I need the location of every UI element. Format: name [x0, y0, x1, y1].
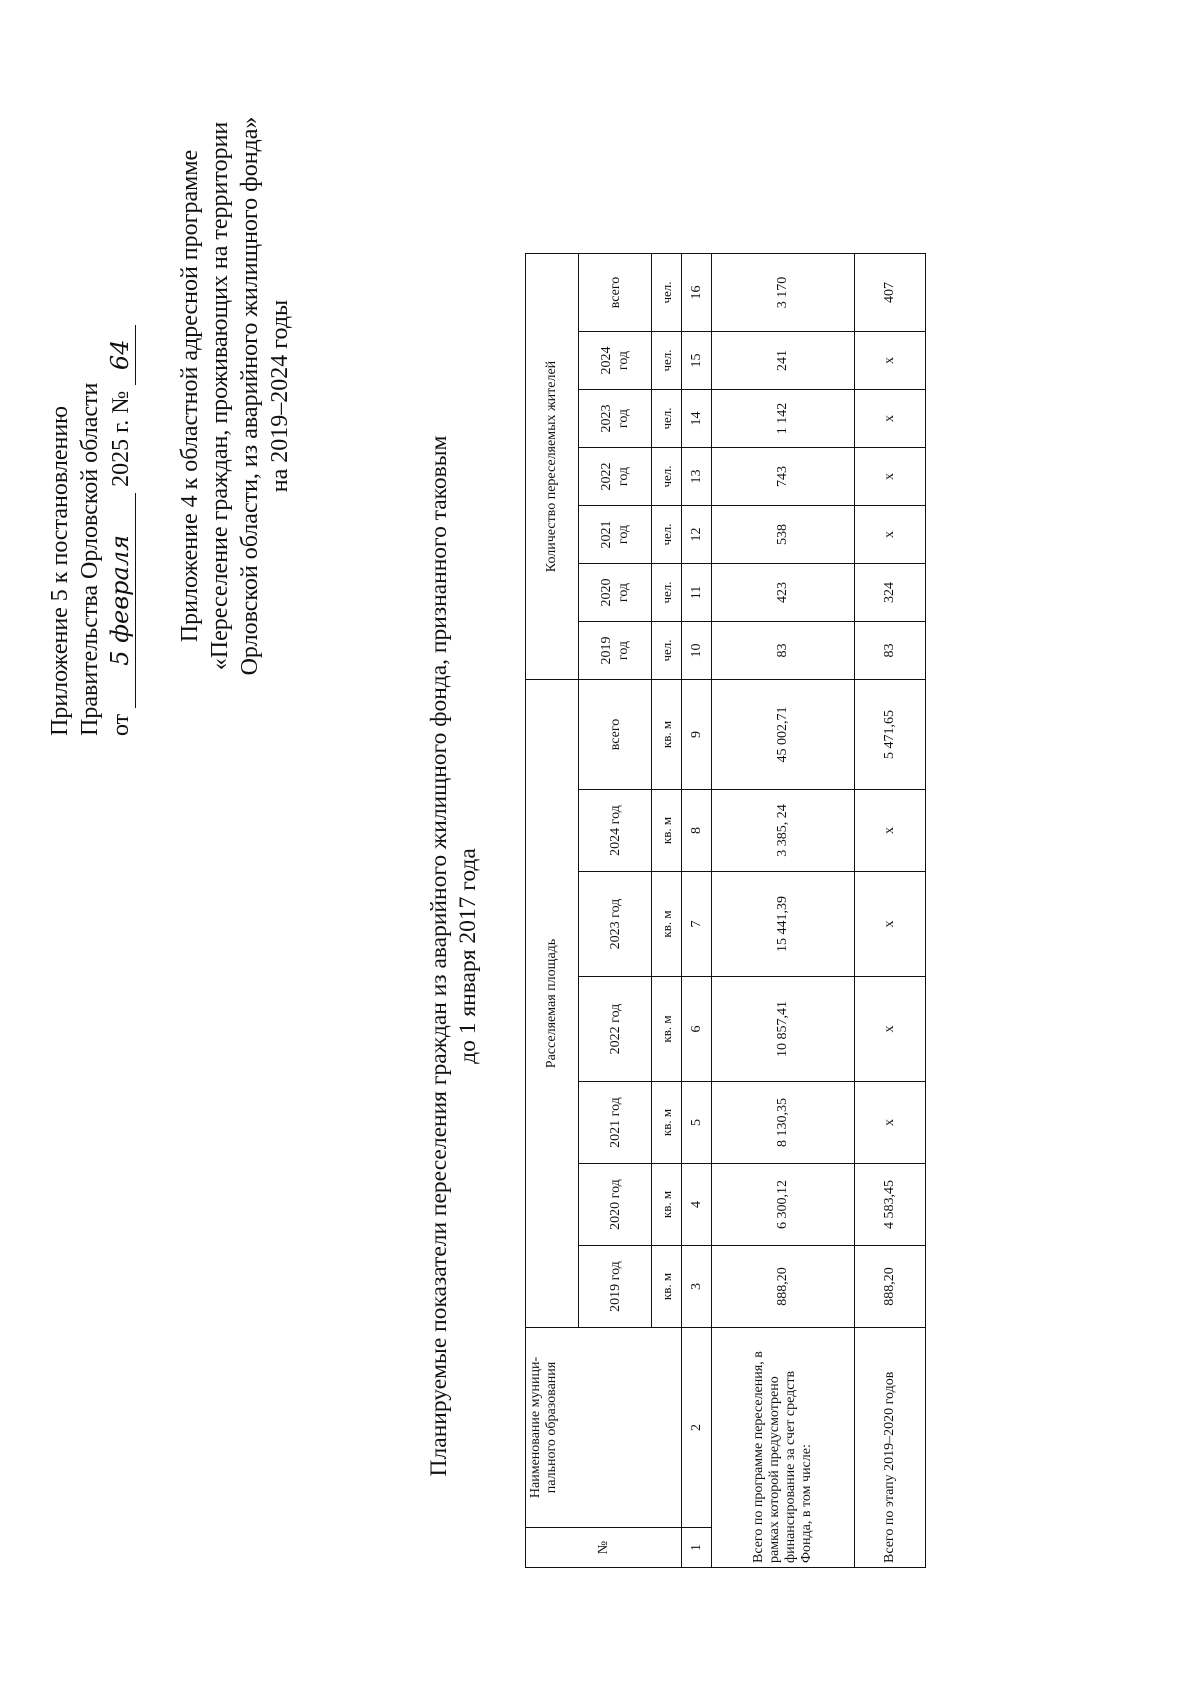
column-index: 5 [682, 1082, 712, 1164]
header-people-year: 2024 год [579, 332, 652, 390]
header-num: № [526, 1528, 682, 1568]
row-name: Всего по этапу 2019–2020 годов [855, 1328, 926, 1568]
header-people-year: 2023 год [579, 390, 652, 448]
people-value: х [855, 506, 926, 564]
unit-area: кв. м [652, 1246, 682, 1328]
column-index: 15 [682, 332, 712, 390]
unit-area: кв. м [652, 1164, 682, 1246]
people-value: 241 [712, 332, 855, 390]
area-value: х [855, 977, 926, 1082]
appendix-line-3: Орловской области, из аварийного жилищного фонда» [237, 116, 263, 676]
decree-line-2: Правительства Орловской области [77, 382, 103, 736]
column-index: 1 [682, 1528, 712, 1568]
people-value: х [855, 448, 926, 506]
people-total: 3 170 [712, 254, 855, 332]
column-index: 2 [682, 1328, 712, 1528]
area-value: 3 385, 24 [712, 790, 855, 872]
header-area-year: 2021 год [579, 1082, 652, 1164]
header-people-total: всего [579, 254, 652, 332]
column-index: 3 [682, 1246, 712, 1328]
rotated-document [45, 76, 1155, 1676]
indicators-table [525, 253, 926, 1568]
decree-line-1: Приложение 5 к постановлению [47, 405, 73, 736]
decree-year-text: 2025 г. № [108, 390, 134, 487]
title-line-2: до 1 января 2017 года [455, 848, 481, 1064]
area-value: 6 300,12 [712, 1164, 855, 1246]
column-index: 9 [682, 680, 712, 790]
area-value: 8 130,35 [712, 1082, 855, 1164]
people-value: х [855, 332, 926, 390]
header-people-year: 2021 год [579, 506, 652, 564]
decree-number-handwritten: 64 [105, 325, 136, 385]
appendix-header [175, 46, 295, 746]
people-value: х [855, 390, 926, 448]
column-index: 16 [682, 254, 712, 332]
unit-people: чел. [652, 390, 682, 448]
area-value: 4 583,45 [855, 1164, 926, 1246]
unit-people: чел. [652, 332, 682, 390]
header-area-group: Расселяемая площадь [526, 680, 579, 1328]
unit-people: чел. [652, 564, 682, 622]
people-value: 743 [712, 448, 855, 506]
column-index: 7 [682, 872, 712, 977]
people-value: 423 [712, 564, 855, 622]
document-title [425, 356, 483, 1556]
unit-people: чел. [652, 506, 682, 564]
area-value: х [855, 872, 926, 977]
decree-date-handwritten: 5 февраля [105, 493, 136, 708]
header-name: Наименование муници-пального образования [526, 1328, 682, 1528]
header-people-year: 2022 год [579, 448, 652, 506]
appendix-line-1: Приложение 4 к областной адресной программе [177, 149, 203, 643]
title-line-1: Планируемые показатели переселения граждан из аварийного жилищного фонда, признанного таковым [426, 435, 452, 1477]
row-name: Всего по программе переселения, в рамках которой предусмотрено финансирование за счет средств Фонда, в том числе: [712, 1328, 855, 1568]
header-people-group: Количество переселяемых жителей [526, 254, 579, 680]
area-total: 5 471,65 [855, 680, 926, 790]
column-index: 14 [682, 390, 712, 448]
table-row [712, 254, 855, 1568]
unit-area: кв. м [652, 977, 682, 1082]
area-value: 10 857,41 [712, 977, 855, 1082]
column-index: 8 [682, 790, 712, 872]
header-people-year: 2020 год [579, 564, 652, 622]
column-index: 4 [682, 1164, 712, 1246]
header-area-year: 2020 год [579, 1164, 652, 1246]
unit-area: кв. м [652, 790, 682, 872]
unit-area: кв. м [652, 1082, 682, 1164]
header-area-year: 2024 год [579, 790, 652, 872]
column-index: 13 [682, 448, 712, 506]
area-value: х [855, 1082, 926, 1164]
area-value: 888,20 [855, 1246, 926, 1328]
area-total: 45 002,71 [712, 680, 855, 790]
column-index: 10 [682, 622, 712, 680]
header-people-year: 2019 год [579, 622, 652, 680]
unit-area: кв. м [652, 680, 682, 790]
decree-header [45, 96, 136, 736]
area-value: 888,20 [712, 1246, 855, 1328]
unit-people: чел. [652, 254, 682, 332]
people-total: 407 [855, 254, 926, 332]
people-value: 324 [855, 564, 926, 622]
unit-people: чел. [652, 448, 682, 506]
header-area-year: 2019 год [579, 1246, 652, 1328]
header-area-year: 2022 год [579, 977, 652, 1082]
indicators-table-wrapper [525, 253, 926, 1568]
column-index: 6 [682, 977, 712, 1082]
decree-line-3 [105, 96, 136, 736]
people-value: 83 [712, 622, 855, 680]
column-index: 11 [682, 564, 712, 622]
area-value: 15 441,39 [712, 872, 855, 977]
people-value: 1 142 [712, 390, 855, 448]
unit-area: кв. м [652, 872, 682, 977]
decree-from-prefix: от [108, 713, 134, 736]
appendix-line-4: на 2019–2024 годы [267, 299, 293, 493]
appendix-line-2: «Переселение граждан, проживающих на территории [207, 121, 233, 671]
people-value: 83 [855, 622, 926, 680]
header-area-year: 2023 год [579, 872, 652, 977]
unit-people: чел. [652, 622, 682, 680]
column-index: 12 [682, 506, 712, 564]
area-value: х [855, 790, 926, 872]
table-row [855, 254, 926, 1568]
header-area-total: всего [579, 680, 652, 790]
people-value: 538 [712, 506, 855, 564]
